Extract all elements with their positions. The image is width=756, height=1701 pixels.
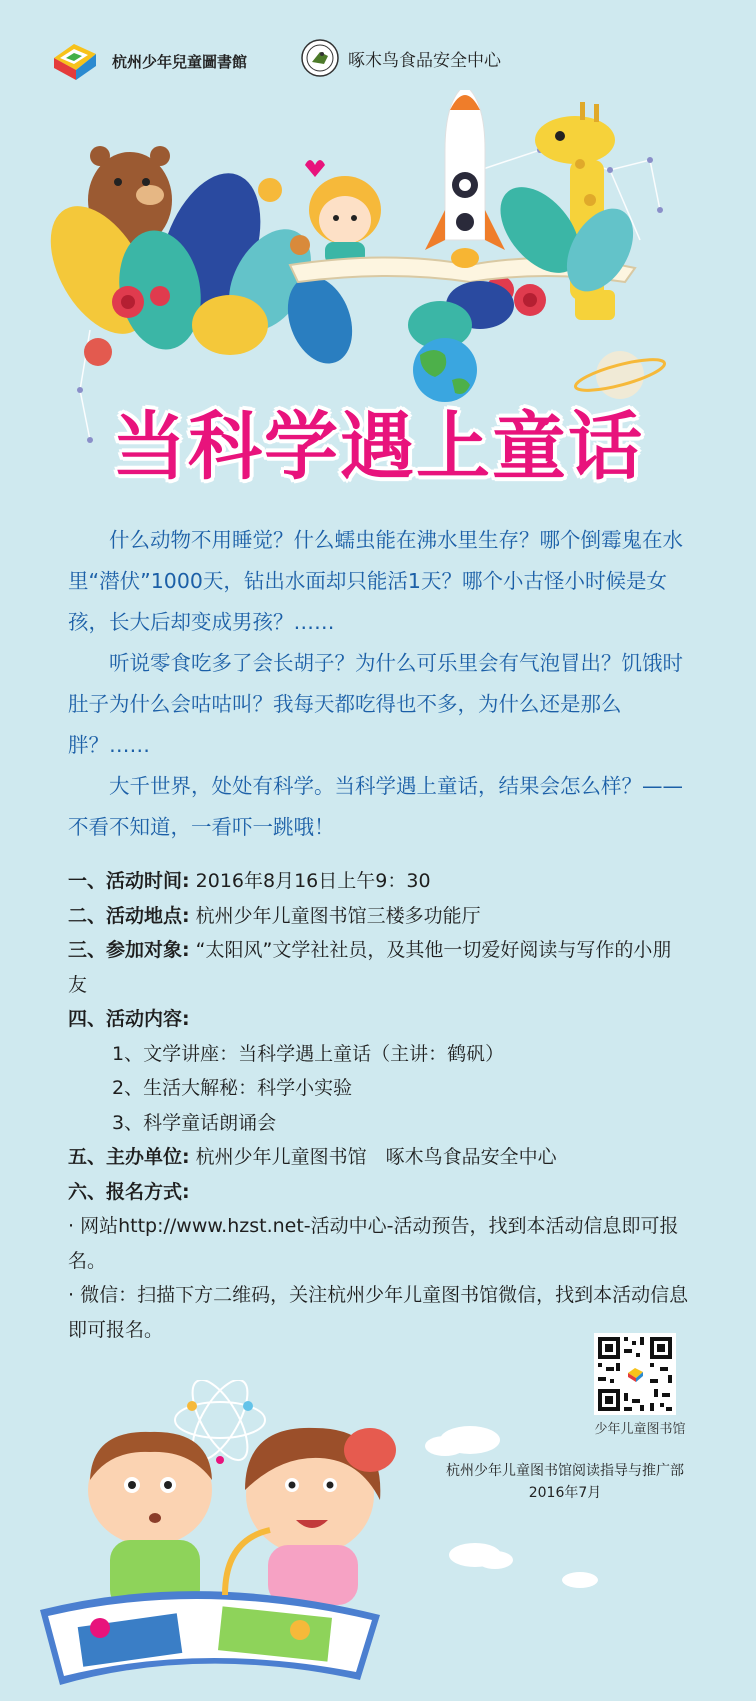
detail-label: 五、主办单位: <box>68 1146 190 1168</box>
detail-place <box>68 899 690 934</box>
library-logo-group <box>50 38 247 84</box>
detail-content <box>68 1002 690 1037</box>
big-book-icon <box>40 1591 380 1685</box>
partner-name: 啄木鸟食品安全中心 <box>348 50 501 71</box>
woodpecker-seal-icon <box>300 38 340 78</box>
library-logo-icon <box>50 40 100 82</box>
bottom-illustration <box>0 1380 756 1701</box>
footer-department: 杭州少年儿童图书馆阅读指导与推广部 <box>446 1463 684 1479</box>
arc-decoration-icon <box>225 1530 270 1595</box>
rocket-icon <box>425 90 505 268</box>
boy-reading-icon <box>88 1432 212 1610</box>
small-sun-icon <box>258 178 282 202</box>
detail-audience <box>68 933 690 1002</box>
intro-paragraph: 听说零食吃多了会长胡子？为什么可乐里会有气泡冒出？饥饿时肚子为什么会咕咕叫？我每天都吃得也不多，为什么还是那么胖？…… <box>68 651 683 757</box>
detail-value: 杭州少年儿童图书馆三楼多功能厅 <box>195 904 481 927</box>
detail-host <box>68 1140 690 1175</box>
intro-paragraph: 什么动物不用睡觉？什么蠕虫能在沸水里生存？哪个倒霉鬼在水里“潜伏”1000天，钻出水面却只能活1天？哪个小古怪小时候是女孩，长大后却变成男孩？…… <box>68 528 683 634</box>
cloud-icons <box>425 1426 598 1588</box>
poster-title: 当科学遇上童话 <box>112 404 644 490</box>
signup-item: · 微信：扫描下方二维码，关注杭州少年儿童图书馆微信，找到本活动信息即可报名。 <box>68 1284 689 1341</box>
signup-item: · 网站http://www.hzst.net-活动中心-活动预告，找到本活动信息即可报名。 <box>68 1215 679 1272</box>
detail-value: 杭州少年儿童图书馆 啄木鸟食品安全中心 <box>195 1146 557 1168</box>
detail-label: 四、活动内容: <box>68 1008 190 1030</box>
qr-caption: 少年儿童图书馆 <box>594 1422 686 1437</box>
content-item: 3、科学童话朗诵会 <box>112 1111 277 1134</box>
footer-date: 2016年7月 <box>528 1485 602 1501</box>
intro-text <box>68 520 690 848</box>
detail-label: 三、参加对象: <box>68 939 190 961</box>
content-item: 2、生活大解秘：科学小实验 <box>112 1077 353 1099</box>
detail-time <box>68 864 690 899</box>
event-details <box>68 864 690 1347</box>
detail-value: 2016年8月16日上午9：30 <box>195 870 431 892</box>
detail-label: 一、活动时间: <box>68 870 190 892</box>
detail-signup <box>68 1175 690 1210</box>
red-planet-icon <box>84 338 112 366</box>
library-name: 杭州少年兒童圖書館 <box>112 52 248 71</box>
detail-value: “太阳风”文学社社员，及其他一切爱好阅读与写作的小朋友 <box>68 939 672 996</box>
girl-reading-icon <box>290 160 381 264</box>
detail-label: 六、报名方式: <box>68 1180 190 1203</box>
content-item: 1、文学讲座：当科学遇上童话（主讲：鹤矾） <box>112 1042 505 1065</box>
partner-logo-group <box>300 38 501 78</box>
detail-label: 二、活动地点: <box>68 904 190 927</box>
girl-smiling-icon <box>245 1428 396 1605</box>
intro-paragraph: 大千世界，处处有科学。当科学遇上童话，结果会怎么样？——不看不知道，一看吓一跳哦！ <box>68 774 683 839</box>
